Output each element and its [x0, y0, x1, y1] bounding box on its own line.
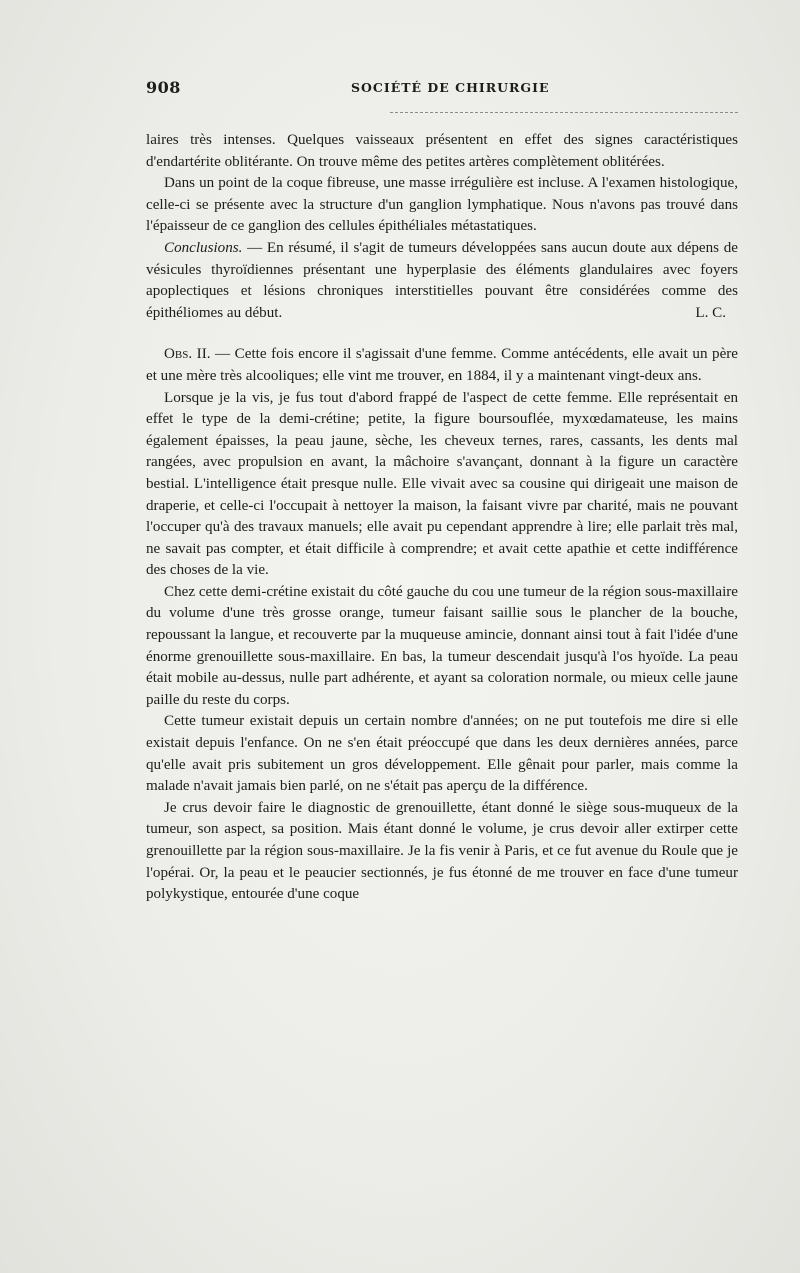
body-text: [146, 130, 738, 906]
paragraph-conclusions: [146, 238, 738, 324]
conclusions-label: Conclusions.: [164, 239, 243, 256]
paragraph-description: Lorsque je la vis, je fus tout d'abord frappé de l'aspect de cette femme. Elle représentait en effet le type de la demi-crétine; petite, la figure boursouflée, myxœdamateuse, les mains également épaisses, la peau jaune, sèche, les cheveux ternes, rares, cassants, les dents mal rangées, avec propulsion en avant, la mâchoire s'avançant, donnant à la figure un caractère bestial. L'intelligence était presque nulle. Elle vivait avec sa cousine qui dirigeait une maison de draperie, et celle-ci l'occupait à nettoyer la maison, la faisant vivre par charité, mais ne pouvant l'occuper qu'à des travaux manuels; elle avait pu cependant apprendre à lire; elle parlait très mal, ne savait pas compter, et était difficile à comprendre; et avait cette apathie et cette indifférence des choses de la vie.: [146, 389, 738, 579]
author-initials: L. C.: [695, 304, 726, 321]
header-divider: [390, 112, 738, 113]
paragraph-historique: Cette tumeur existait depuis un certain nombre d'années; on ne put toutefois me dire si elle existait depuis l'enfance. On ne s'en était préoccupé que dans les deux dernières années, parce qu'elle avait pris subitement un gros développement. Elle gênait pour parler, mais comme la malade n'avait jamais bien parlé, on ne s'était pas aperçu de la différence.: [146, 713, 738, 795]
page-number: 908: [146, 78, 181, 97]
paragraph-tumeur: Chez cette demi-crétine existait du côté gauche du cou une tumeur de la région sous-maxillaire du volume d'une très grosse orange, tumeur faisant saillie sous le plancher de la bouche, repoussant la langue, et recouverte par la muqueuse amincie, donnant ainsi tout à fait l'idée d'une énorme grenouillette sous-maxillaire. En bas, la tumeur descendait jusqu'à l'os hyoïde. La peau était mobile au-dessus, nulle part adhérente, et ayant sa coloration normale, ou mieux celle jaune paille du reste du corps.: [146, 583, 738, 708]
paragraph-diagnostic: Je crus devoir faire le diagnostic de grenouillette, étant donné le siège sous-muqueux de la tumeur, son aspect, sa position. Mais étant donné le volume, je crus devoir aller extirper cette grenouillette par la région sous-maxillaire. Je la fis venir à Paris, et ce fut avenue du Roule que je l'opérai. Or, la peau et le peaucier sectionnés, je fus étonné de me trouver en face d'une tumeur polykystique, entourée d'une coque: [146, 799, 738, 903]
page-header: [146, 78, 738, 102]
observation-text: — Cette fois encore il s'agissait d'une femme. Comme antécédents, elle avait un père et une mère très alcooliques; elle vint me trouver, en 1884, il y a maintenant vingt-deux ans.: [146, 346, 738, 384]
running-title: SOCIÉTÉ DE CHIRURGIE: [351, 80, 550, 95]
paragraph-continuation: laires très intenses. Quelques vaisseaux présentent en effet des signes caractéristiques d'endartérite oblitérante. On trouve même des petites artères complètement oblitérées.: [146, 132, 738, 170]
observation-label: Obs. II.: [164, 346, 211, 363]
paragraph-observation-2: [146, 344, 738, 387]
conclusions-text: — En résumé, il s'agit de tumeurs développées sans aucun doute aux dépens de vésicules thyroïdiennes présentant une hyperplasie des éléments glandulaires avec foyers apoplectiques et lésions chroniques interstitielles pouvant être considérées comme des épithéliomes au début.: [146, 239, 738, 321]
paragraph-examen: Dans un point de la coque fibreuse, une masse irrégulière est incluse. A l'examen histologique, celle-ci se présente avec la structure d'un ganglion lymphatique. Nous n'avons pas trouvé dans l'épaisseur de ce ganglion des cellules épithéliales métastatiques.: [146, 175, 738, 235]
